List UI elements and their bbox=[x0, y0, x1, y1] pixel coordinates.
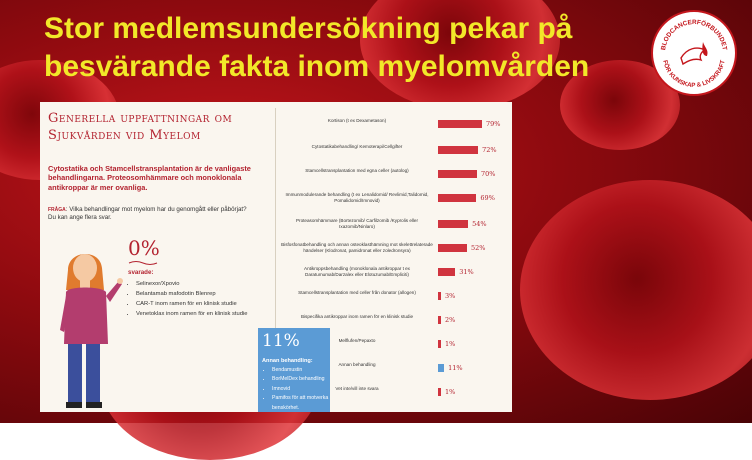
title-line-1: Stor medlemsundersökning pekar på bbox=[44, 12, 573, 45]
list-item: • Venetoklax inom ramen för en klinisk studie bbox=[136, 309, 286, 319]
bar-label: Bisfosfonatbehandling och annan osteoklasthämning mot skelettrelaterade händelser (Klodronat, pamidronat eller zoledronsyra) bbox=[281, 242, 433, 253]
list-item: • Pamifos för att motverka benskörhet. bbox=[272, 394, 334, 413]
bar-value-label: 2% bbox=[445, 316, 456, 324]
list-item: • CAR-T inom ramen för en klinisk studie bbox=[136, 299, 286, 309]
bar bbox=[438, 316, 441, 324]
bar-value-label: 69% bbox=[480, 194, 495, 202]
bar-value-label: 79% bbox=[486, 120, 501, 128]
logo-text-bottom: FÖR KUNSKAP & LIVSKRAFT bbox=[661, 59, 727, 90]
zero-percent-list bbox=[118, 279, 286, 319]
bar bbox=[438, 244, 467, 252]
bar-label: Kortison (t ex Dexametason) bbox=[327, 118, 387, 123]
bar bbox=[438, 292, 441, 300]
bar-label: Annan behandling bbox=[338, 362, 376, 367]
bar-value-label: 1% bbox=[445, 340, 456, 348]
bar-value-label: 3% bbox=[445, 292, 456, 300]
question-text: : Vilka behandlingar mot myelom har du genomgått eller påbörjat? Du kan ange flera svar. bbox=[48, 206, 247, 221]
bar bbox=[438, 364, 444, 372]
zero-percent-stat: 0% bbox=[128, 236, 160, 260]
bar-label: Proteasomhämmare (Bortezomib/ Carfilzomib /Kyprolis eller Ixazomib/Ninlaro) bbox=[295, 218, 419, 229]
woman-illustration bbox=[54, 240, 124, 410]
bar-value-label: 70% bbox=[480, 170, 496, 178]
bar-label: Stamcellstransplantation med celler från donator (allogen) bbox=[298, 290, 416, 295]
infographic-left-column bbox=[40, 102, 276, 412]
bar-value-label: 54% bbox=[472, 220, 487, 228]
bar bbox=[438, 220, 468, 228]
list-item: • Selinexor/Xpovio bbox=[136, 279, 286, 289]
panel-intro: Cytostatika och Stamcellstransplantation är de vanligaste behandlingarna. Proteosomhämmare och monoklonala antikroppar är mer ovanliga. bbox=[48, 164, 251, 192]
list-item: • Bendamustin bbox=[272, 366, 334, 375]
bar-label: Cytostatikabehandling/ Kemoterapi/Cellgifter bbox=[311, 144, 403, 149]
bar-label: Stamcellstransplantation med egna celler (autolog) bbox=[305, 168, 409, 173]
bar bbox=[438, 388, 441, 396]
zero-percent-label: svarade: bbox=[128, 269, 154, 276]
title-line-2: besvärande fakta inom myelomvården bbox=[44, 50, 590, 83]
question-tag: FRÅGA bbox=[48, 207, 66, 213]
bar bbox=[438, 170, 477, 178]
panel-title: Generella uppfattningar om Sjukvården vid Myelom bbox=[48, 111, 233, 143]
survey-question bbox=[48, 206, 248, 222]
page-title bbox=[44, 10, 644, 86]
other-treatment-heading: Annan behandling: bbox=[262, 358, 313, 364]
bar-value-label: 31% bbox=[459, 268, 474, 276]
other-treatment-list bbox=[258, 366, 334, 413]
bar-label: Immunmodulerande behandling (t ex Lenalidomid/ Revlimid,Talidomid, Pomalidomid/Imnovid) bbox=[285, 192, 429, 203]
logo-text-top: BLODCANCERFÖRBUNDET bbox=[660, 18, 728, 51]
bar bbox=[438, 340, 441, 348]
list-item: • BorMelDex behandling bbox=[272, 375, 334, 384]
bar bbox=[438, 268, 455, 276]
logo-emblem bbox=[653, 12, 735, 94]
bar-label: Bispecifika antikroppar inom ramen för en klinisk studie bbox=[300, 314, 414, 319]
bar-value-label: 11% bbox=[448, 364, 463, 372]
bar-value-label: 72% bbox=[482, 146, 497, 154]
bar-value-label: 52% bbox=[470, 244, 486, 252]
svg-text:BLODCANCERFÖRBUNDET bbox=[660, 18, 728, 51]
list-item: • Imnovid bbox=[272, 385, 334, 394]
blodcancerforbundet-logo bbox=[651, 10, 737, 96]
bar-value-label: 1% bbox=[445, 388, 456, 396]
svg-text:FÖR KUNSKAP & LIVSKRAFT bbox=[661, 59, 726, 89]
other-treatment-stat: 11% bbox=[262, 331, 300, 351]
bar-label: Vet inte/vill inte svara bbox=[335, 386, 379, 391]
list-item: • Belantamab mafodotin Blenrep bbox=[136, 289, 286, 299]
bar bbox=[438, 120, 482, 128]
bar bbox=[438, 146, 478, 154]
bar-label: Antikroppsbehandling (monoklonala antikroppar t ex Daratumumab/Darzalex eller Elotuzumab/Empliciti) bbox=[304, 266, 410, 277]
bar-label: Melflufen/Pepaxto bbox=[338, 338, 376, 343]
other-treatment-callout bbox=[258, 328, 330, 412]
stat-underline bbox=[128, 260, 158, 266]
bar bbox=[438, 194, 476, 202]
